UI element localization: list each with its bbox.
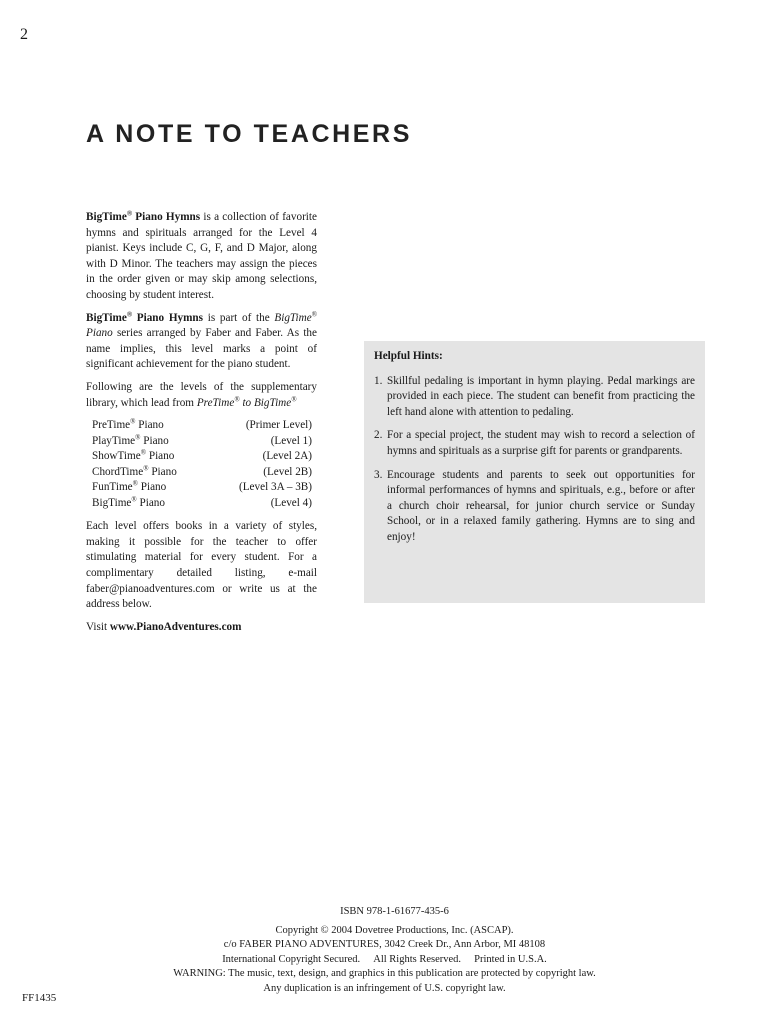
intro-paragraph-1: BigTime® Piano Hymns is a collection of favorite hymns and spirituals arranged for the Level 4 pianist. Keys include C, G, F, and D Major, along with D Minor. The teachers may assign the pieces in the order given or may skip among selections, choosing by student interest. xyxy=(86,209,317,301)
copyright-line: Copyright © 2004 Dovetree Productions, Inc. (ASCAP). xyxy=(275,924,514,936)
warning-line: WARNING: The music, text, design, and graphics in this publication are protected by copyright law. xyxy=(173,968,596,979)
intro-paragraph-2: BigTime® Piano Hymns is part of the BigTime® Piano series arranged by Faber and Faber. As the name implies, this level marks a point of significant achievement for the piano student. xyxy=(86,309,317,371)
helpful-hints-box xyxy=(364,341,705,603)
hint-number: 2. xyxy=(374,429,383,442)
level-book: BigTime® Piano xyxy=(92,494,165,509)
level-label: (Primer Level) xyxy=(245,419,312,432)
level-label: (Level 1) xyxy=(270,434,312,447)
level-range: PreTime® to BigTime® xyxy=(196,394,297,409)
level-label: (Level 3A – 3B) xyxy=(238,481,312,494)
hint-item xyxy=(374,468,695,546)
hint-text: Encourage students and parents to seek out opportunities for informal performances of hymns and spirituals, e.g., before or after a church choir rehearsal, for junior church service or Sunday School, or in a relaxed family gathering. Hymns are to sing and enjoy! xyxy=(387,468,695,543)
hint-text: Skillful pedaling is important in hymn playing. Pedal markings are provided in each piece. The student can benefit from practicing the left hand alone with attention to pedaling. xyxy=(387,374,695,418)
series-name: BigTime® Piano xyxy=(86,309,317,340)
intro-column xyxy=(86,210,317,642)
hint-item xyxy=(374,428,695,459)
hint-text: For a special project, the student may wish to record a selection of hymns and spirituals as a surprise gift for parents or grandparents. xyxy=(387,429,695,457)
level-label: (Level 4) xyxy=(270,496,312,509)
level-label: (Level 2B) xyxy=(263,465,312,478)
hint-item xyxy=(374,374,695,421)
hint-number: 1. xyxy=(374,374,383,387)
infringement-line: Any duplication is an infringement of U.S. copyright law. xyxy=(263,982,506,994)
rights-line: International Copyright Secured. All Rights Reserved. Printed in U.S.A. xyxy=(222,953,547,965)
intro-paragraph-3: Following are the levels of the supplementary library, which lead from PreTime® to BigTime® xyxy=(86,380,317,409)
level-book: FunTime® Piano xyxy=(92,479,167,494)
page-title: A NOTE TO TEACHERS xyxy=(86,120,412,148)
website-link[interactable]: www.PianoAdventures.com xyxy=(109,620,242,633)
level-book: ChordTime® Piano xyxy=(92,463,177,478)
level-row xyxy=(92,465,312,481)
publisher-address: c/o FABER PIANO ADVENTURES, 3042 Creek Dr., Ann Arbor, MI 48108 xyxy=(223,939,546,950)
level-row xyxy=(92,449,312,465)
hints-title: Helpful Hints: xyxy=(374,350,443,362)
visit-line: Visit www.PianoAdventures.com xyxy=(86,620,242,633)
isbn: ISBN 978-1-61677-435-6 xyxy=(340,906,449,917)
level-book: PlayTime® Piano xyxy=(92,432,169,447)
level-row xyxy=(92,434,312,450)
level-label: (Level 2A) xyxy=(262,450,312,463)
level-book: PreTime® Piano xyxy=(92,417,164,432)
page-number: 2 xyxy=(20,26,28,43)
copyright-footer xyxy=(0,905,769,996)
closing-paragraph: Each level offers books in a variety of styles, making it possible for the teacher to offer stimulating material for every student. For a complimentary detailed listing, e-mail faber@pianoadventures.com or write us at the address below. xyxy=(86,520,317,611)
hint-number: 3. xyxy=(374,468,383,481)
level-row xyxy=(92,480,312,496)
book-title: BigTime® Piano Hymns xyxy=(86,209,201,223)
level-row xyxy=(92,418,312,434)
book-title: BigTime® Piano Hymns xyxy=(86,309,204,324)
catalog-code: FF1435 xyxy=(22,992,57,1004)
level-row xyxy=(92,496,312,512)
levels-list xyxy=(92,418,312,511)
level-book: ShowTime® Piano xyxy=(92,448,175,463)
